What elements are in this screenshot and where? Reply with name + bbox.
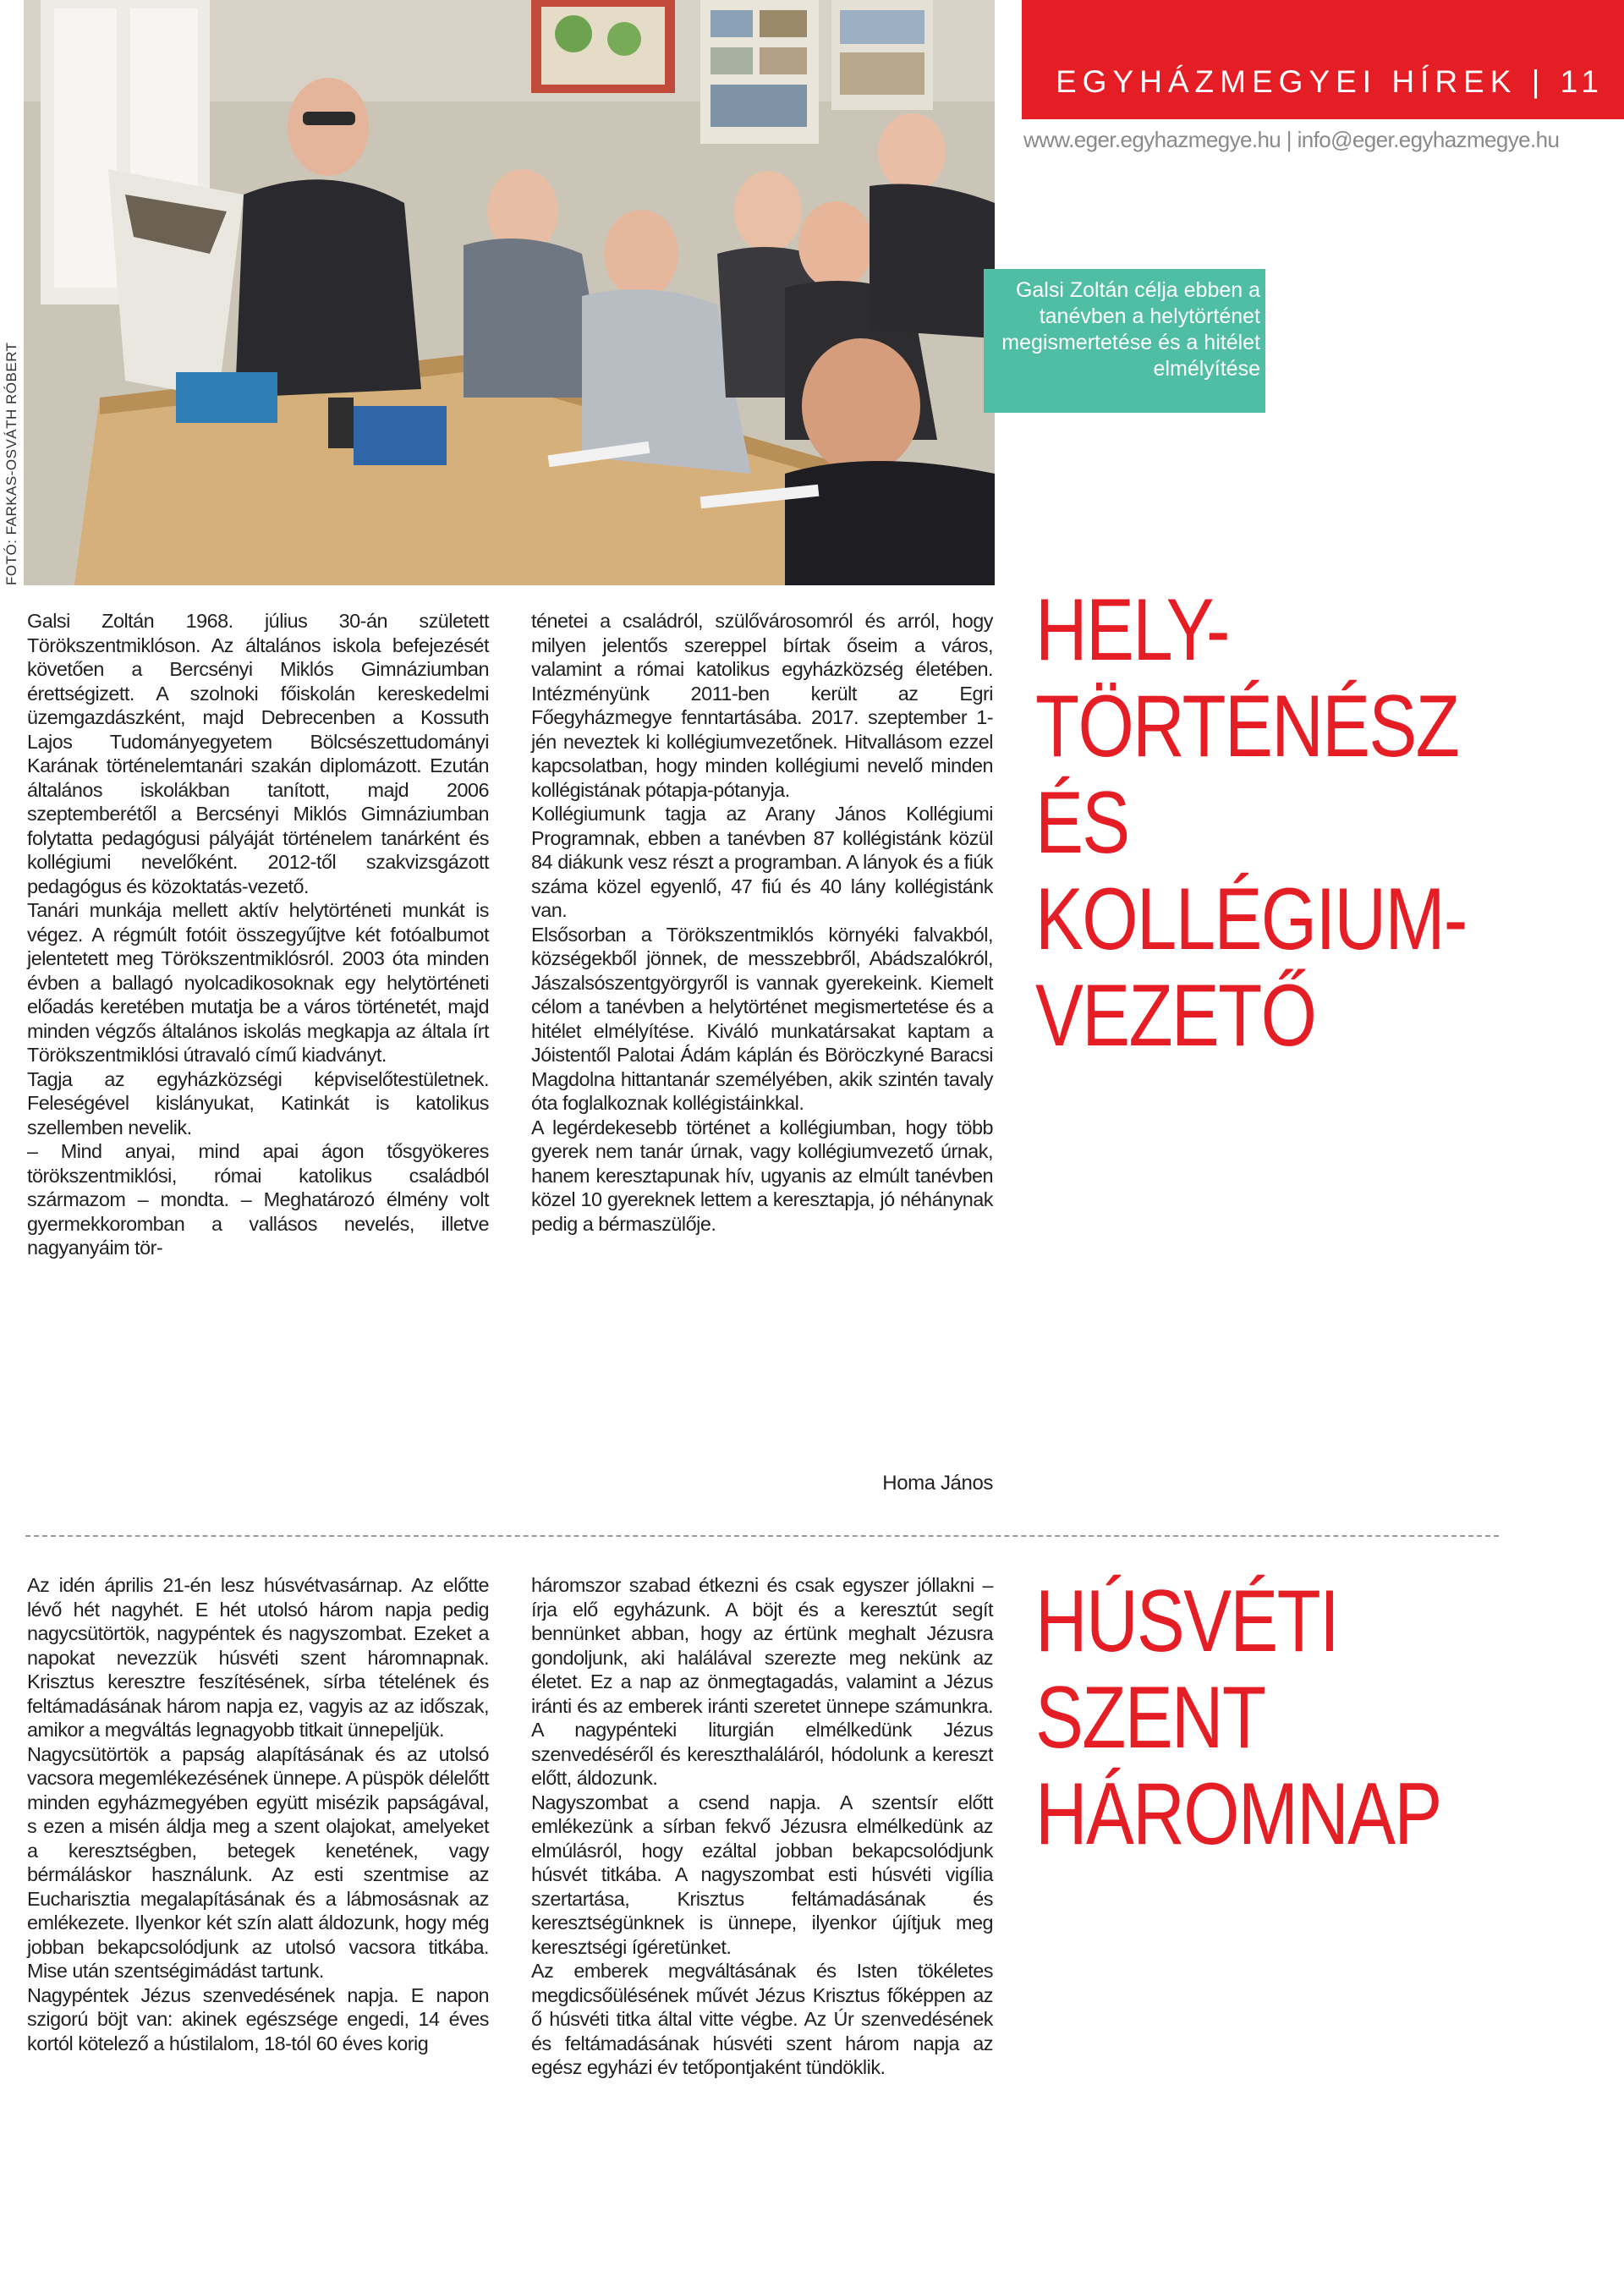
student-head [604,210,678,298]
paragraph: háromszor szabad étkezni és csak egyszer jóllakni – írja elő egyházunk. A böjt és a keresztút segít bennünket abban, hogy az értünk meghalt Jézusra gondoljunk, aki halálával szerezte meg nekünk az életet. Ez a nap az önmegtagadás, valamint a Jézus iránti és az emberek iránti szeretet ünnepe számunkra. A nagypénteki liturgián elmélkedünk Jézus szenvedéséről és kereszthaláláról, hódolunk a kereszt előtt, áldozunk. [531,1574,993,1789]
article1-headline [1035,582,1514,1064]
paragraph: Tanári munkája mellett aktív helytörténeti munkát is végez. A régmúlt fotóit összegyűjtve két fotóalbumot jelentetett meg Törökszentmiklósról. 2003 óta minden évben a ballagó nyolcadikosoknak egy helytörténeti előadás keretében mutatja be a város történetét, majd minden végzős általános iskolás megkapja az általa írt Törökszentmiklósi útravaló című kiadványt. [27,899,489,1066]
website-link[interactable]: www.eger.egyhazmegye.hu | info@eger.egyhazmegye.hu [1023,127,1560,152]
section-title: EGYHÁZMEGYEI HÍREK | 11 [1056,64,1605,99]
paragraph: Az idén április 21-én lesz húsvétvasárnap. Az előtte lévő hét nagyhét. E hét utolsó három napja pedig nagycsütörtök, nagypéntek és nagyszombat. Ezeket a napokat nevezzük húsvéti szent háromnapnak. Krisztus keresztre feszítésének, sírba tételének és feltámadásának három napja ez, vagyis az az időszak, amikor a megváltás legnagyobb titkait ünnepeljük. [27,1574,489,1741]
paragraph: A legérdekesebb történet a kollégiumban, hogy több gyerek nem tanár úrnak, vagy kollégiumvezető úrnak, hanem keresztapunak hív, ugyanis az elmúlt tanévben közel 10 gyereknek lettem a keresztapja, jó néhánynak pedig a bérmaszülője. [531,1116,993,1235]
headline-line: VEZETŐ [1035,967,1316,1065]
paragraph: Az emberek megváltásának és Isten tökéletes megdicsőülésének művét Jézus Krisztus főképpen az ő húsvéti titka által vitte végbe. Az Úr szenvedésének és feltámadásának húsvéti szent három napja az egész egyházi év tetőpontjaként tündöklik. [531,1960,993,2078]
headline-line: TÖRTÉNÉSZ [1035,677,1459,776]
photo-caption: Galsi Zoltán célja ebben a tanévben a helytörténet megismertetése és a hitélet elmélyítése [984,269,1265,413]
paragraph: Tagja az egyházközségi képviselőtestületnek. Feleségével kislányukat, Katinkát is katolikus szellemben nevelik. [27,1067,489,1138]
header-band [1022,0,1624,119]
teacher-body [235,179,421,398]
paragraph: Nagyszombat a csend napja. A szentsír előtt emlékezünk a sírban fekvő Jézusra elmélkedünk az elmúlásról, hogy ezáltal jobban bekapcsolódjunk húsvét titkába. A nagyszombat esti húsvéti vigília szertartása, Krisztus feltámadásának és keresztségünknek is ünnepe, ilyenkor újítjuk meg keresztségi ígéretünket. [531,1791,993,1958]
paragraph: ténetei a családról, szülővárosomról és arról, hogy milyen jelentős szereppel bírtak őseim a város, valamint a római katolikus egyházközség életében. Intézményünk 2011-ben került az Egri Főegyházmegye fenntartásába. 2017. szeptember 1-jén neveztek ki kollégiumvezetőnek. Hitvallásom ezzel kapcsolatban, hogy minden kollégiumi nevelő minden kollégistának pótapja-pótanyja. [531,610,993,801]
student-head [798,201,873,289]
headline-line: HELY- [1035,581,1229,679]
student-head [734,171,802,252]
author-signature: Homa János [882,1472,993,1495]
article2-column-right [531,1573,993,2080]
teacher-head [288,78,369,176]
student-head [802,338,920,474]
headline-line: SZENT [1035,1669,1265,1767]
article2-column-left [27,1573,489,2055]
article2-headline [1035,1573,1514,1862]
article-divider [25,1535,1499,1537]
article1-column-right [531,609,993,1236]
headline-line: HÁROMNAP [1035,1765,1441,1863]
student-head [878,113,946,191]
paragraph: Galsi Zoltán 1968. július 30-án született Törökszentmiklóson. Az általános iskola befejezését követően a Bercsényi Miklós Gimnáziumban érettségizett. A szolnoki főiskolán kereskedelmi üzemgazdászként, majd Debrecenben a Kossuth Lajos Tudományegyetem Bölcsészettudományi Karának történelemtanári szakán diplomázott. Ezután általános iskolákban tanított, majd 2006 szeptemberétől a Bercsényi Miklós Gimnáziumban folytatta pedagógusi pályáját történelem tanárként és kollégiumi nevelőként. 2012-től szakvizsgázott pedagógus és közoktatás-vezető. [27,610,489,897]
classroom-photo [24,0,995,585]
headline-line: KOLLÉGIUM- [1035,870,1467,968]
headline-line: ÉS [1035,774,1129,872]
classroom-illustration [24,0,995,585]
article1-column-left [27,609,489,1260]
paragraph: Nagypéntek Jézus szenvedésének napja. E napon szigorú böjt van: akinek egészsége engedi, 14 éves kortól kötelező a hústilalom, 18-tól 60 éves korig [27,1983,489,2054]
paragraph: Elsősorban a Törökszentmiklós környéki falvakból, községekből jönnek, de messzebbről, Abádszalókról, Jászalsószentgyörgyről is vannak gyerekeink. Kiemelt célom a tanévben a helytörténet megismertetése és a hitélet elmélyítése. Kiváló munkatársakat kaptam a Jóistentől Palotai Ádám káplán és Böröczkyné Baracsi Magdolna hittantanár személyében, akik szintén tavaly óta foglalkoznak kollégistáinkkal. [531,923,993,1114]
paragraph: Nagycsütörtök a papság alapításának és az utolsó vacsora megemlékezésének ünnepe. A püspök délelőtt minden egyházmegyében együtt misézik papságával, s ezen a misén áldja meg a szent olajokat, amelyeket a keresztségben, betegek kenetének, vagy bérmáláskor használunk. Az esti szentmise az Eucharisztia megalapításának és a lábmosásnak az emlékezete. Ilyenkor két szín alatt áldozunk, hogy még jobban bekapcsolódjunk az utolsó vacsora titkába. Mise után szentségimádást tartunk. [27,1742,489,1982]
headline-line: HÚSVÉTI [1035,1572,1339,1670]
paragraph: – Mind anyai, mind apai ágon tősgyökeres törökszentmiklósi, római katolikus családból származom – mondta. – Meghatározó élmény volt gyermekkoromban a vallásos nevelés, illetve nagyanyáim tör- [27,1140,489,1259]
paragraph: Kollégiumunk tagja az Arany János Kollégiumi Programnak, ebben a tanévben 87 kollégistánk közül 84 diákunk vesz részt a programban. A lányok és a fiúk száma közel egyenlő, 47 fiú és 40 lány kollégistánk van. [531,803,993,921]
